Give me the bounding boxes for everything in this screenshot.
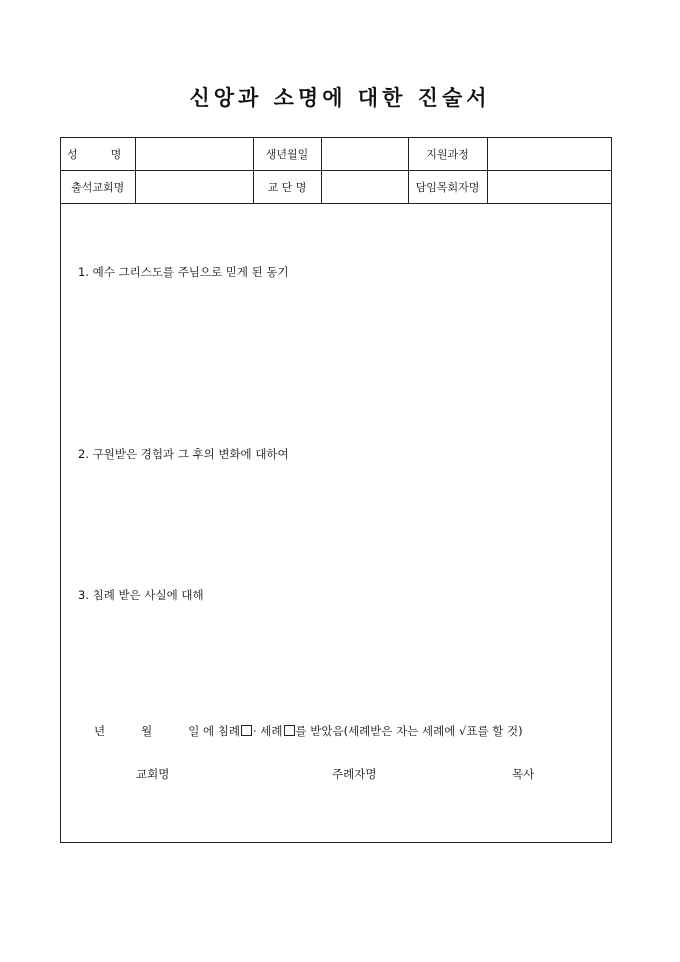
answer-area-3[interactable] (78, 607, 593, 707)
statement-body (61, 204, 611, 842)
answer-area-2[interactable] (78, 466, 593, 576)
denomination-label: 교 단 명 (253, 171, 321, 204)
pastor-label: 담임목회자명 (408, 171, 487, 204)
course-label: 지원과정 (408, 138, 487, 171)
baptism-year: 년 (94, 724, 106, 738)
baptism-suffix: 를 받았음(세례받은 자는 세례에 √표를 할 것) (295, 724, 523, 738)
name-field[interactable] (135, 138, 253, 171)
question-3: 3. 침례 받은 사실에 대해 (78, 588, 204, 602)
church-field[interactable] (135, 171, 253, 204)
church-name-label: 교회명 (136, 767, 170, 781)
statement-form (60, 137, 612, 843)
church-label: 출석교회명 (61, 171, 135, 204)
pastor-field[interactable] (487, 171, 611, 204)
applicant-info-table (61, 138, 611, 204)
course-field[interactable] (487, 138, 611, 171)
info-row-1 (61, 138, 611, 171)
baptism-month: 월 (141, 724, 153, 738)
baptism-day: 일 에 침례 (188, 724, 240, 738)
question-2: 2. 구원받은 경험과 그 후의 변화에 대하여 (78, 447, 289, 461)
baptism-statement (94, 723, 523, 739)
birth-field[interactable] (321, 138, 408, 171)
name-label (61, 138, 135, 171)
pastor-title-label: 목사 (512, 767, 535, 781)
name-label-second: 명 (110, 148, 122, 161)
name-label-first: 성 (67, 148, 78, 161)
baptism-separator: · 세례 (252, 724, 283, 738)
officiant-name-label: 주례자명 (332, 767, 377, 781)
immersion-checkbox[interactable] (241, 725, 252, 736)
answer-area-1[interactable] (78, 284, 593, 434)
sprinkling-checkbox[interactable] (284, 725, 295, 736)
question-1: 1. 예수 그리스도를 주님으로 믿게 된 동기 (78, 265, 289, 279)
birth-label: 생년월일 (253, 138, 321, 171)
denomination-field[interactable] (321, 171, 408, 204)
document-title: 신앙과 소명에 대한 진술서 (189, 85, 491, 110)
info-row-2 (61, 171, 611, 204)
